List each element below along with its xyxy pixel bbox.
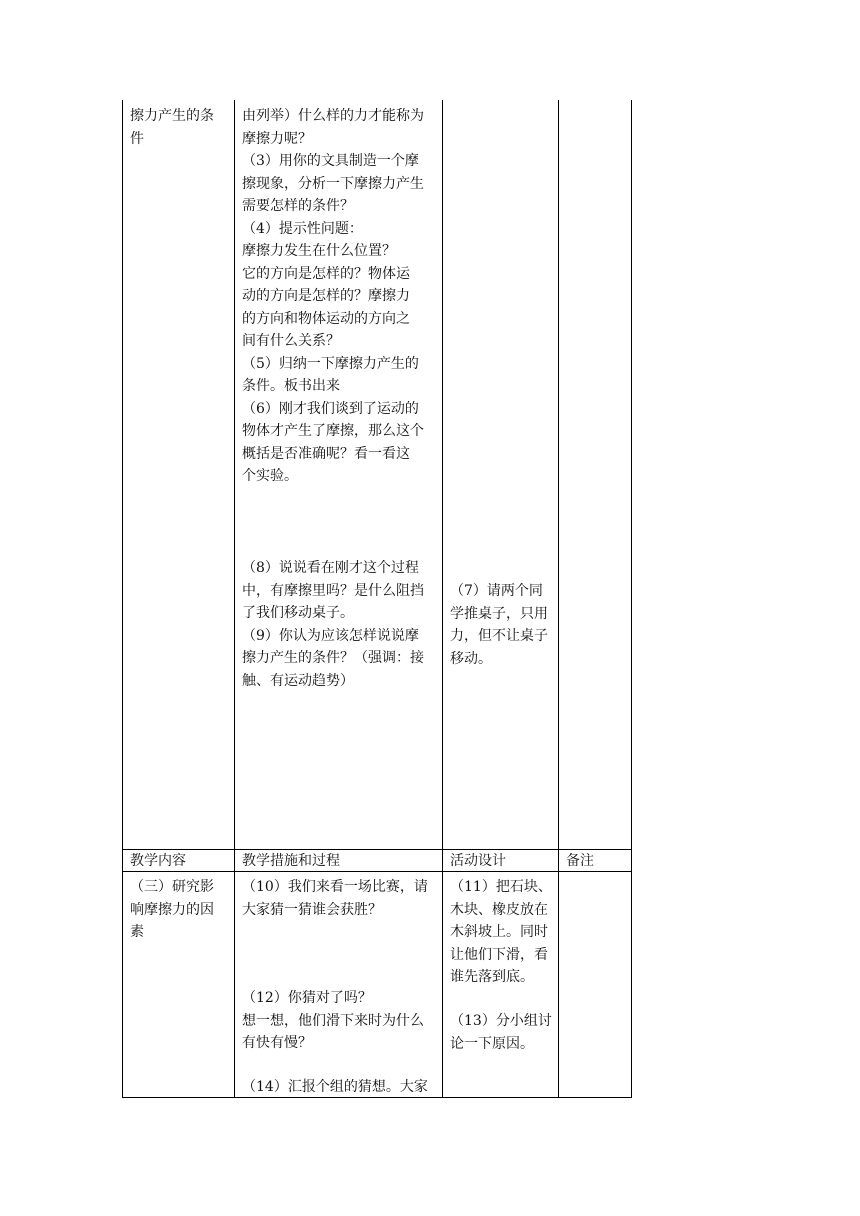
process-line: 了我们移动桌子。 [242,605,354,621]
process-line: 有快有慢？ [242,1035,312,1051]
content-line: 响摩擦力的因 [130,901,214,918]
process-line: （3）用你的文具制造一个摩 [242,153,419,169]
process-line: 由列举）什么样的力才能称为 [242,108,424,124]
row2-process-cell-c [242,1076,440,1099]
header-process: 教学措施和过程 [242,853,340,869]
header-row-top-border [122,849,632,850]
row2-process-cell-b [242,987,440,1055]
process-line: 擦力产生的条件？（强调：接 [242,650,424,666]
process-line: 触、有运动趋势） [242,672,354,689]
content-line: 擦力产生的条 [130,108,214,124]
activity-line: 学推桌子，只用 [450,605,548,622]
row2-content-cell [130,876,234,944]
process-line: （10）我们来看一场比赛，请 [242,879,428,895]
activity-line: （7）请两个同 [450,583,543,599]
process-line: 擦现象，分析一下摩擦力产生 [242,175,424,192]
process-line: （12）你猜对了吗？ [242,990,372,1006]
process-line: 摩擦力呢？ [242,130,312,147]
row1-activity-cell [450,580,556,670]
process-line: 的方向和物体运动的方向之 [242,310,410,327]
activity-line: 论一下原因。 [450,1035,534,1052]
process-line: （14）汇报个组的猜想。大家 [242,1079,428,1095]
column-divider-1 [234,100,235,1098]
content-line: （三）研究影 [130,879,214,895]
activity-line: 力，但不让桌子 [450,628,548,644]
activity-line: 谁先落到底。 [450,969,534,985]
header-activity: 活动设计 [450,853,506,869]
activity-line: 木斜坡上。同时 [450,924,548,940]
process-line: 间有什么关系？ [242,333,340,349]
table-border-right [631,100,632,1098]
row1-process-cell-top [242,105,440,488]
process-line: 条件。板书出来 [242,378,340,394]
process-line: 个实验。 [242,468,298,484]
process-line: 它的方向是怎样的？物体运 [242,265,410,282]
activity-line: 木块、橡皮放在 [450,901,548,918]
process-line: 动的方向是怎样的？摩擦力 [242,288,410,304]
column-divider-2 [442,100,443,1098]
header-content: 教学内容 [130,853,186,869]
process-line: 中，有摩擦里吗？是什么阻挡 [242,582,424,599]
activity-line: 移动。 [450,650,492,667]
process-line: 物体才产生了摩擦，那么这个 [242,423,424,439]
content-line: 素 [130,924,144,940]
header-row-bottom-border [122,871,632,872]
activity-line: （13）分小组讨 [450,1013,552,1029]
process-line: （8）说说看在刚才这个过程 [242,560,419,576]
process-line: 大家猜一猜谁会获胜？ [242,901,382,918]
process-line: （5）归纳一下摩擦力产生的 [242,355,419,372]
activity-line: 让他们下滑，看 [450,946,548,963]
process-line: 需要怎样的条件？ [242,198,354,214]
process-line: 概括是否准确呢？看一看这 [242,445,410,462]
process-line: （4）提示性问题： [242,220,363,237]
content-line: 件 [130,130,144,147]
column-divider-3 [558,100,559,1098]
process-line: 摩擦力发生在什么位置？ [242,243,396,259]
row1-content-cell [130,105,230,150]
row2-process-cell-a [242,876,440,921]
row1-process-cell-bottom [242,557,440,692]
header-notes: 备注 [566,853,594,869]
row2-activity-cell-b [450,1010,556,1055]
process-line: 想一想，他们滑下来时为什么 [242,1012,424,1029]
process-line: （6）刚才我们谈到了运动的 [242,400,419,417]
process-line: （9）你认为应该怎样说说摩 [242,627,419,644]
table-border-left [122,100,123,1098]
activity-line: （11）把石块、 [450,879,552,895]
row2-activity-cell-a [450,876,556,989]
